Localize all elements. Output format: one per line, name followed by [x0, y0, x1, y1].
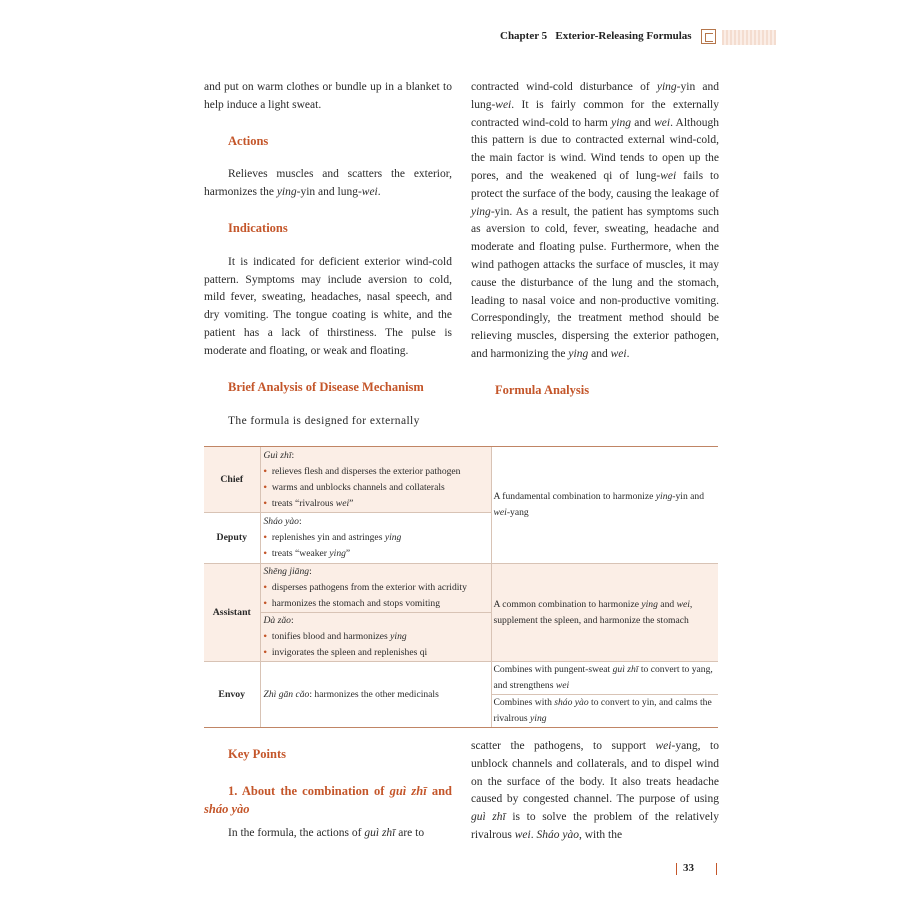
- running-header: [500, 30, 692, 42]
- fret-ornament-icon: [701, 29, 716, 44]
- combination-cell-1: A fundamental combination to harmonize ying-yin and wei-yang: [491, 447, 718, 564]
- formula-analysis-heading: Formula Analysis: [495, 382, 590, 397]
- envoy-combination-1: Combines with pungent-sweat guì zhī to convert to yang, and strengthens wei: [491, 662, 718, 695]
- chapter-title: Exterior-Releasing Formulas: [555, 30, 692, 42]
- deputy-medicinal-cell: Sháo yào: • replenishes yin and astringes ying • treats “weaker ying”: [260, 513, 491, 564]
- list-item: • relieves flesh and disperses the exterior pathogen: [264, 464, 488, 480]
- list-item: • replenishes yin and astringes ying: [264, 530, 488, 546]
- medicinal-name: Sháo yào: [263, 516, 299, 527]
- mechanism-text: contracted wind-cold disturbance of ying-yin and lung-wei. It is fairly common for the externally contracted wind-cold to harm ying and wei. Although this pattern is due to contracted external wind-cold, the main factor is wind. Wind tends to open up the pores, and the weakened qi of lung-wei fails to protect the surface of the body, causing the leakage of ying-yin. As a result, the patient has symptoms such as aversion to cold, fever, sweating, headache and moderate and floating pulse. Furthermore, when the wind pathogen attacks the surface of muscles, it may cause the disturbance of the lung and the stomach, leading to nasal voice and non-productive vomiting. Correspondingly, the treatment method should be relieving muscles, dispersing the exterior pathogen, and harmonizing the ying and wei.: [471, 81, 720, 360]
- role-assistant: Assistant: [204, 564, 260, 662]
- list-item: • disperses pathogens from the exterior with acridity: [264, 580, 488, 596]
- bottom-right-column: [471, 738, 719, 845]
- list-item: • treats “rivalrous wei”: [264, 496, 488, 512]
- list-item: • treats “weaker ying”: [264, 546, 488, 562]
- key-point-1-text: In the formula, the actions of guì zhī are to: [228, 826, 425, 839]
- medicinal-name: Dà zăo: [263, 615, 291, 626]
- actions-heading: Actions: [228, 133, 269, 148]
- medicinal-name: Shēng jiāng: [263, 566, 310, 577]
- table-row: [204, 564, 718, 613]
- assistant-medicinal-cell-2: Dà zăo: • tonifies blood and harmonizes ying • invigorates the spleen and replenishes qi: [260, 613, 491, 662]
- table-row: [204, 662, 718, 695]
- bottom-left-column: [204, 746, 452, 843]
- chapter-label: Chapter 5: [500, 30, 548, 42]
- indications-heading: Indications: [228, 220, 288, 235]
- list-item: • tonifies blood and harmonizes ying: [264, 629, 488, 645]
- list-item: • warms and unblocks channels and collaterals: [264, 480, 488, 496]
- intro-text: and put on warm clothes or bundle up in a blanket to help induce a light sweat.: [204, 81, 452, 111]
- chief-medicinal-cell: Guì zhī: • relieves flesh and disperses the exterior pathogen • warms and unblocks channels and collaterals • treats “rivalrous wei”: [260, 447, 491, 513]
- formula-analysis-table: [204, 446, 718, 728]
- assistant-medicinal-cell-1: Shēng jiāng: • disperses pathogens from the exterior with acridity • harmonizes the stomach and stops vomiting: [260, 564, 491, 613]
- page-number: 33: [683, 862, 694, 874]
- actions-text: Relieves muscles and scatters the exterior, harmonizes the ying-yin and lung-wei.: [204, 168, 452, 199]
- list-item: • invigorates the spleen and replenishes qi: [264, 645, 488, 661]
- medicinal-name: Zhì gān căo: [263, 688, 310, 700]
- list-item: • harmonizes the stomach and stops vomiting: [264, 596, 488, 612]
- role-chief: Chief: [204, 447, 260, 513]
- header-pattern-band: [722, 30, 776, 45]
- table-row: [204, 447, 718, 513]
- left-column: [204, 79, 452, 431]
- role-deputy: Deputy: [204, 513, 260, 564]
- indications-text: It is indicated for deficient exterior wind-cold pattern. Symptoms may include aversion to cold, mild fever, sweating, headaches, nasal speech, and dry vomiting. The tongue coating is white, and the patient has a lack of thirstiness. The pulse is moderate and floating, or weak and floating.: [204, 255, 452, 357]
- role-envoy: Envoy: [204, 662, 260, 728]
- page-number-bar-right: [716, 863, 717, 875]
- key-point-1-heading: 1. About the combination of guì zhī and sháo yào: [204, 783, 452, 816]
- page-number-bar-left: [676, 863, 677, 875]
- key-point-1-continued: scatter the pathogens, to support wei-yang, to unblock channels and collaterals, and to dispel wind on the surface of the body. It also treats headache caused by congested channel. The purpose of using guì zhī is to solve the problem of the relatively rivalrous wei. Sháo yào, with the: [471, 740, 719, 841]
- medicinal-name: Guì zhī: [263, 449, 292, 461]
- brief-analysis-text: The formula is designed for externally: [228, 415, 420, 428]
- key-points-heading: Key Points: [228, 747, 286, 761]
- envoy-combination-2: Combines with sháo yào to convert to yin, and calms the rivalrous ying: [491, 695, 718, 728]
- combination-cell-2: A common combination to harmonize ying and wei, supplement the spleen, and harmonize the stomach: [491, 564, 718, 662]
- right-column: [471, 79, 719, 400]
- envoy-medicinal-cell: Zhì gān căo: harmonizes the other medicinals: [260, 662, 491, 728]
- brief-analysis-heading: Brief Analysis of Disease Mechanism: [228, 379, 424, 394]
